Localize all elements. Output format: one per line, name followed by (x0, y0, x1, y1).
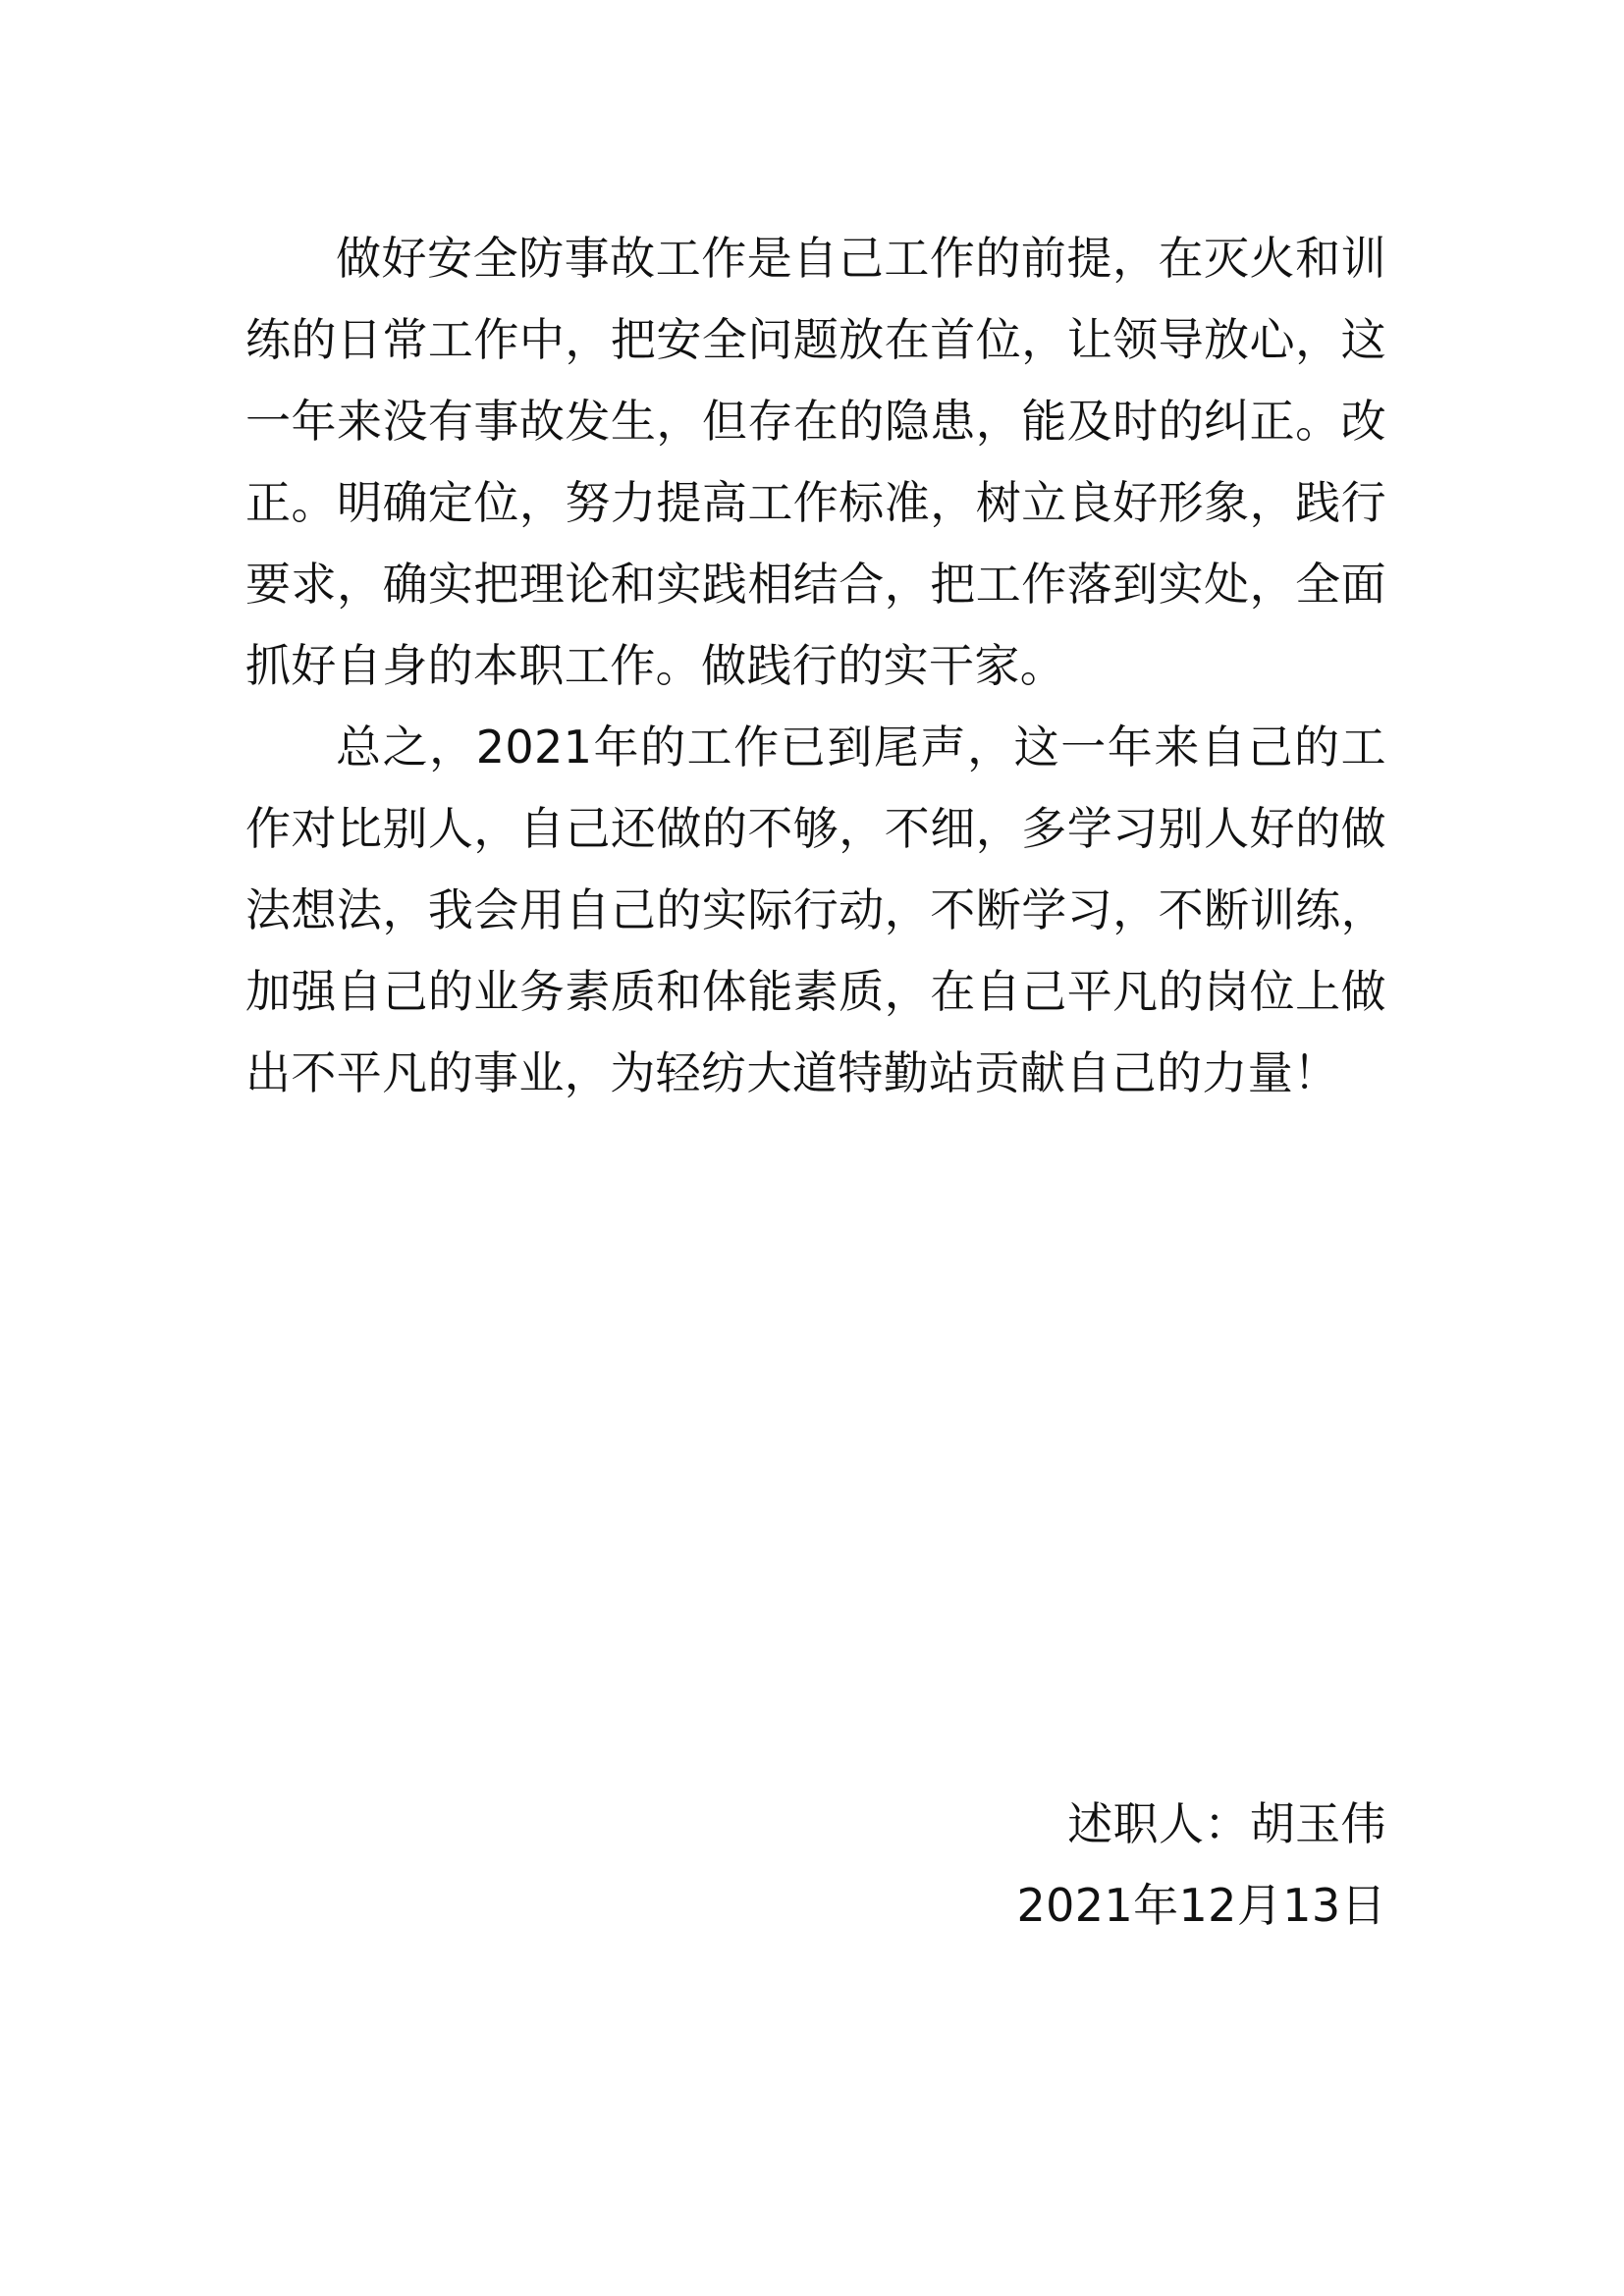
paragraph-safety-work: 做好安全防事故工作是自己工作的前提，在灭火和训练的日常工作中，把安全问题放在首位，让领导放心，这一年来没有事故发生，但存在的隐患，能及时的纠正。改正。明确定位，努力提高工作标准，树立良好形象，践行要求，确实把理论和实践相结合，把工作落到实处，全面抓好自身的本职工作。做践行的实干家。 (245, 232, 1386, 692)
document-body (245, 218, 1386, 1114)
paragraph-summary: 总之，2021年的工作已到尾声，这一年来自己的工作对比别人，自己还做的不够，不细，多学习别人好的做法想法，我会用自己的实际行动，不断学习，不断训练，加强自己的业务素质和体能素质，在自己平凡的岗位上做出不平凡的事业，为轻纺大道特勤站贡献自己的力量！ (245, 721, 1386, 1099)
signature-name: 述职人：胡玉伟 (1067, 1797, 1386, 1850)
signature-block (1016, 1784, 1386, 1947)
signature-date: 2021年12月13日 (1016, 1879, 1386, 1932)
